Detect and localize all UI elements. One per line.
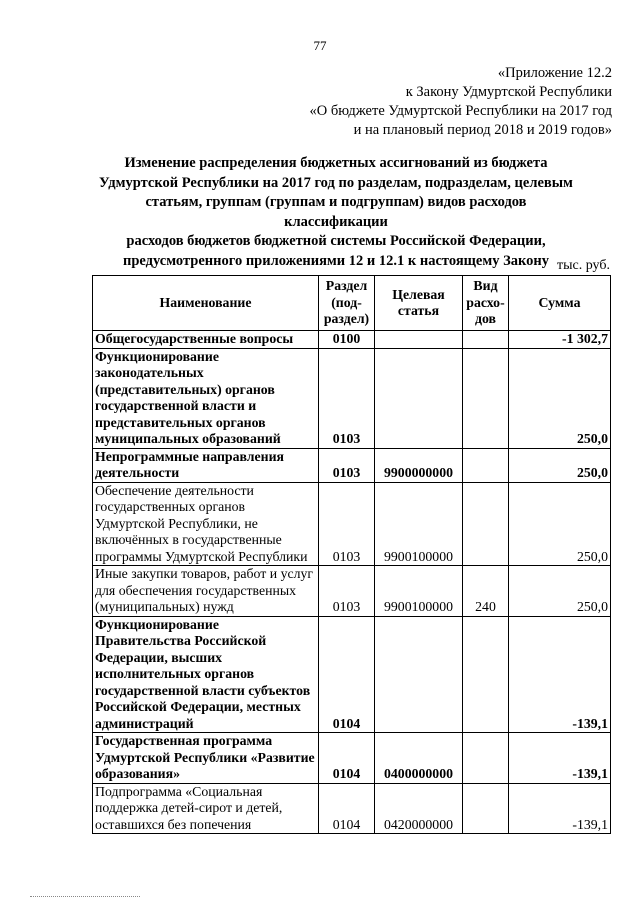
appendix-reference (310, 64, 612, 140)
row-kind-cell (463, 331, 509, 349)
row-target-cell (375, 616, 463, 733)
row-target-cell: 0420000000 (375, 783, 463, 834)
row-target-cell: 9900100000 (375, 566, 463, 617)
row-kind-cell (463, 783, 509, 834)
row-section-cell: 0103 (319, 482, 375, 566)
row-name-cell: Государственная программа Удмуртской Республики «Развитие образования» (93, 733, 319, 784)
row-target-cell: 0400000000 (375, 733, 463, 784)
table-row (93, 733, 611, 784)
units-label: тыс. руб. (557, 258, 610, 273)
table-row (93, 616, 611, 733)
appendix-line: к Закону Удмуртской Республики (405, 84, 612, 100)
row-section-cell: 0103 (319, 348, 375, 448)
row-target-cell: 9900000000 (375, 448, 463, 482)
row-sum-cell: 250,0 (509, 566, 611, 617)
table-row (93, 566, 611, 617)
title-line: расходов бюджетов бюджетной системы Российской Федерации, (126, 233, 546, 249)
row-section-cell: 0104 (319, 733, 375, 784)
row-section-cell: 0104 (319, 783, 375, 834)
row-section-cell: 0100 (319, 331, 375, 349)
row-sum-cell: -139,1 (509, 616, 611, 733)
row-section-cell: 0103 (319, 566, 375, 617)
row-sum-cell: 250,0 (509, 348, 611, 448)
row-name-cell: Функционирование Правительства Российской Федерации, высших исполнительных органов государственной власти субъектов Российской Федерации, местных администраций (93, 616, 319, 733)
row-name-cell: Общегосударственные вопросы (93, 331, 319, 349)
title-line: Удмуртской Республики на 2017 год по разделам, подразделам, целевым (99, 174, 573, 191)
row-name-cell: Функционирование законодательных (представительных) органов государственной власти и представительных органов муниципальных образований (93, 348, 319, 448)
row-sum-cell: -139,1 (509, 783, 611, 834)
row-target-cell: 9900100000 (375, 482, 463, 566)
row-kind-cell (463, 348, 509, 448)
appendix-line: и на плановый период 2018 и 2019 годов» (353, 122, 612, 138)
budget-table (92, 275, 611, 834)
appendix-line: «О бюджете Удмуртской Республики на 2017 год (309, 103, 612, 119)
header-section: Раздел (под-раздел) (319, 276, 375, 331)
row-name-cell: Иные закупки товаров, работ и услуг для обеспечения государственных (муниципальных) нужд (93, 566, 319, 617)
row-section-cell: 0103 (319, 448, 375, 482)
header-target: Целевая статья (375, 276, 463, 331)
row-sum-cell: 250,0 (509, 448, 611, 482)
row-section-cell: 0104 (319, 616, 375, 733)
header-sum: Сумма (509, 276, 611, 331)
title-line: Изменение распределения бюджетных ассигнований из бюджета (124, 155, 548, 171)
appendix-line: «Приложение 12.2 (497, 65, 612, 81)
header-name: Наименование (93, 276, 319, 331)
table-row (93, 783, 611, 834)
page-number: 77 (313, 38, 327, 53)
table-row (93, 348, 611, 448)
row-name-cell: Непрограммные направления деятельности (93, 448, 319, 482)
title-line: предусмотренного приложениями 12 и 12.1 к настоящему Закону (122, 252, 550, 269)
row-kind-cell: 240 (463, 566, 509, 617)
row-sum-cell: -139,1 (509, 733, 611, 784)
row-kind-cell (463, 616, 509, 733)
row-name-cell: Обеспечение деятельности государственных органов Удмуртской Республики, не включённых в государственные программы Удмуртской Республики (93, 482, 319, 566)
row-kind-cell (463, 482, 509, 566)
header-kind: Вид расхо-дов (463, 276, 509, 331)
row-sum-cell: 250,0 (509, 482, 611, 566)
table-row (93, 331, 611, 349)
table-row (93, 482, 611, 566)
row-target-cell (375, 331, 463, 349)
row-kind-cell (463, 448, 509, 482)
row-name-cell: Подпрограмма «Социальная поддержка детей-сирот и детей, оставшихся без попечения (93, 783, 319, 834)
table-row (93, 448, 611, 482)
row-target-cell (375, 348, 463, 448)
footer-mark (30, 896, 140, 897)
table-header-row (93, 276, 611, 331)
row-sum-cell: -1 302,7 (509, 331, 611, 349)
title-line: статьям, группам (группам и подгруппам) видов расходов классификации (145, 194, 527, 230)
row-kind-cell (463, 733, 509, 784)
document-title (96, 154, 576, 271)
